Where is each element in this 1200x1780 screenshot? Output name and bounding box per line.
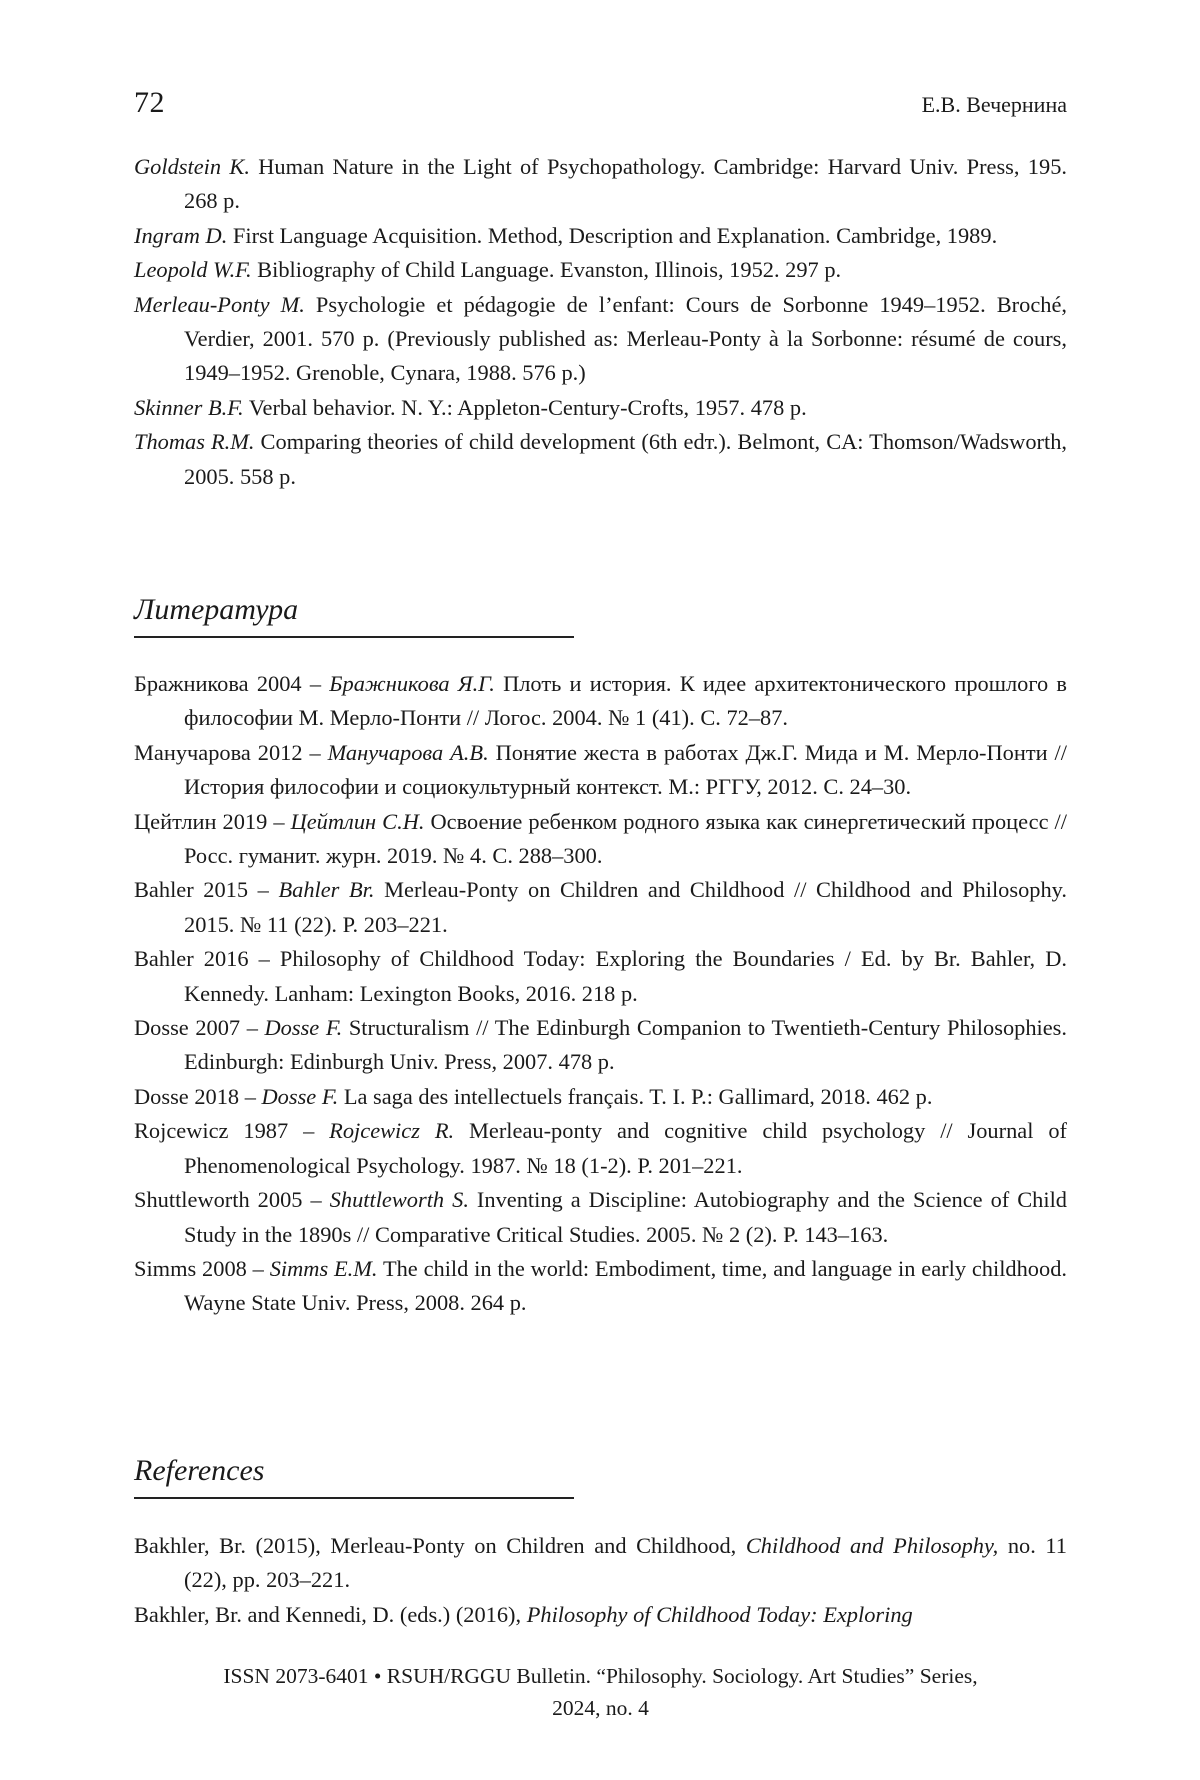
references-entry (134, 1598, 1067, 1632)
reference-entry (134, 288, 1067, 391)
reference-text: Comparing theories of child development (6th edт.). Belmont, CA: Thomson/Wadsworth, 2005. 558 p. (184, 429, 1067, 489)
entry-key: Simms 2008 – (134, 1255, 270, 1281)
entry-text: Bakhler, Br. and Kennedi, D. (eds.) (2016), (134, 1601, 527, 1627)
reference-entry (134, 425, 1067, 494)
reference-entry (134, 150, 1067, 219)
entry-text: La saga des intellectuels français. T. I. P.: Gallimard, 2018. 462 p. (338, 1083, 933, 1109)
entry-author: Shuttleworth S. (329, 1187, 469, 1213)
entry-text: Inventing a Discipline: Autobiography and the Science of Child Study in the 1890s // Comparative Critical Studies. 2005. № 2 (2). P. 143–163. (184, 1187, 1067, 1247)
entry-tail: no. 11 (22), pp. 203–221. (184, 1533, 1067, 1593)
references-list (134, 1529, 1067, 1632)
entry-author: Цейтлин С.Н. (290, 808, 425, 834)
references-heading: References (134, 1453, 574, 1499)
entry-key: Бражникова 2004 – (134, 671, 330, 696)
footer (134, 1660, 1067, 1724)
literatura-heading: Литература (134, 592, 574, 638)
reference-author: Merleau-Ponty M. (134, 291, 305, 317)
entry-author: Манучарова А.В. (327, 739, 489, 765)
literatura-entry (134, 736, 1067, 805)
reference-author: Ingram D. (134, 222, 228, 248)
entry-text: Понятие жеста в работах Дж.Г. Мида и М. Мерло-Понти // История философии и социокультурный контекст. М.: РГГУ, 2012. С. 24–30. (184, 739, 1067, 800)
entry-author: Simms E.M. (269, 1255, 378, 1281)
entry-author: Бражникова Я.Г. (329, 671, 495, 696)
entry-key: Shuttleworth 2005 – (134, 1187, 330, 1213)
entry-text: Merleau-Ponty on Children and Childhood // Childhood and Philosophy. 2015. № 11 (22). P. 203–221. (184, 877, 1068, 937)
entry-author: Dosse F. (261, 1083, 339, 1109)
entry-author: Bahler Br. (278, 877, 375, 903)
reference-entry (134, 391, 1067, 425)
reference-author: Goldstein K. (134, 154, 250, 179)
literatura-entry (134, 1080, 1067, 1114)
entry-text: Structuralism // The Edinburgh Companion to Twentieth-Century Philosophies. Edinburgh: Edinburgh Univ. Press, 2007. 478 p. (184, 1015, 1067, 1075)
entry-key: Цейтлин 2019 – (134, 808, 291, 834)
entry-text: Плоть и история. К идее архитектонического прошлого в философии М. Мерло-Понти // Логос. 2004. № 1 (41). С. 72–87. (184, 671, 1067, 731)
running-head-author: Е.В. Вечернина (921, 92, 1067, 117)
entry-text: Освоение ребенком родного языка как синергетический процесс // Росс. гуманит. журн. 2019. № 4. С. 288–300. (184, 808, 1067, 869)
entry-key: Bahler 2016 – Philosophy of Childhood Today: Exploring the Boundaries / Ed. by Br. Bahler, D. Kennedy. Lanham: Lexington Books, 2016. 218 p. (134, 946, 1067, 1006)
entry-author: Rojcewicz R. (329, 1118, 455, 1144)
entry-key: Bahler 2015 – (134, 877, 279, 903)
literatura-entry (134, 805, 1067, 874)
literatura-list (134, 667, 1067, 1321)
reference-author: Skinner B.F. (134, 394, 244, 420)
entry-journal: Philosophy of Childhood Today: Exploring (526, 1601, 913, 1627)
entry-text: Bakhler, Br. (2015), Merleau-Ponty on Children and Childhood, (134, 1533, 746, 1558)
entry-journal: Childhood and Philosophy, (745, 1533, 999, 1558)
literatura-entry (134, 1252, 1067, 1321)
footer-line-1: ISSN 2073-6401 • RSUH/RGGU Bulletin. “Philosophy. Sociology. Art Studies” Series, (223, 1664, 978, 1688)
reference-entry (134, 253, 1067, 287)
entry-key: Dosse 2018 – (134, 1083, 262, 1109)
foreign-references (134, 150, 1067, 494)
entry-key: Манучарова 2012 – (134, 739, 328, 765)
reference-entry (134, 219, 1067, 253)
reference-text: Verbal behavior. N. Y.: Appleton-Century-Crofts, 1957. 478 p. (243, 394, 807, 420)
literatura-entry (134, 873, 1067, 942)
literatura-entry (134, 1183, 1067, 1252)
footer-line-2: 2024, no. 4 (552, 1696, 649, 1720)
entry-text: Merleau-ponty and cognitive child psychology // Journal of Phenomenological Psychology. 1987. № 18 (1-2). P. 201–221. (184, 1118, 1067, 1178)
literatura-entry (134, 942, 1067, 1011)
page-number: 72 (134, 86, 165, 119)
literatura-entry (134, 1011, 1067, 1080)
reference-text: Human Nature in the Light of Psychopathology. Cambridge: Harvard Univ. Press, 195. 268 p. (184, 154, 1067, 214)
reference-text: Psychologie et pédagogie de l’enfant: Cours de Sorbonne 1949–1952. Broché, Verdier, 2001. 570 p. (Previously published as: Merleau-Ponty à la Sorbonne: résumé de cours, 1949–1952. Grenoble, Cynara, 1988. 576 p.) (184, 291, 1067, 386)
reference-text: Bibliography of Child Language. Evanston, Illinois, 1952. 297 p. (251, 257, 842, 283)
reference-author: Thomas R.M. (134, 429, 255, 455)
entry-key: Rojcewicz 1987 – (134, 1118, 330, 1144)
references-entry (134, 1529, 1067, 1598)
entry-author: Dosse F. (264, 1015, 343, 1041)
literatura-entry (134, 667, 1067, 736)
literatura-entry (134, 1114, 1067, 1183)
entry-key: Dosse 2007 – (134, 1015, 265, 1041)
entry-text: The child in the world: Embodiment, time, and language in early childhood. Wayne State Univ. Press, 2008. 264 p. (184, 1255, 1067, 1316)
reference-text: First Language Acquisition. Method, Description and Explanation. Cambridge, 1989. (227, 222, 998, 248)
reference-author: Leopold W.F. (134, 257, 252, 283)
